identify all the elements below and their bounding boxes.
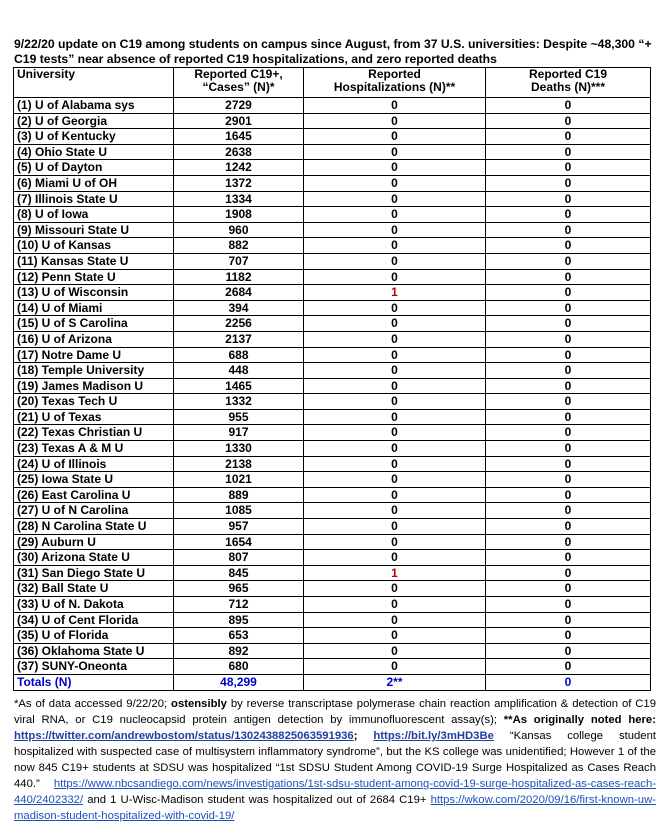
university-name: (13) U of Wisconsin [14,285,174,301]
university-name: (30) Arizona State U [14,550,174,566]
deaths-value: 0 [486,144,651,160]
table-row [14,643,651,659]
university-name: (31) San Diego State U [14,565,174,581]
university-name: (21) U of Texas [14,409,174,425]
hospitalizations-value: 1 [304,565,486,581]
hospitalizations-value: 0 [304,628,486,644]
hospitalizations-value: 0 [304,394,486,410]
hospitalizations-value: 0 [304,347,486,363]
table-row [14,129,651,145]
deaths-value: 0 [486,565,651,581]
university-name: (26) East Carolina U [14,487,174,503]
cases-value: 680 [174,659,304,675]
deaths-value: 0 [486,550,651,566]
cases-value: 957 [174,519,304,535]
deaths-value: 0 [486,441,651,457]
deaths-value: 0 [486,503,651,519]
table-row [14,409,651,425]
table-row [14,425,651,441]
hospitalizations-value: 0 [304,472,486,488]
cases-value: 1645 [174,129,304,145]
hospitalizations-value: 0 [304,456,486,472]
university-name: (32) Ball State U [14,581,174,597]
hospitalizations-value: 0 [304,550,486,566]
cases-value: 1372 [174,175,304,191]
hospitalizations-value: 0 [304,659,486,675]
table-row [14,238,651,254]
table-row [14,191,651,207]
table-row [14,175,651,191]
university-name: (23) Texas A & M U [14,441,174,457]
table-row [14,207,651,223]
hospitalizations-value: 0 [304,519,486,535]
hospitalizations-value: 0 [304,253,486,269]
cases-value: 1242 [174,160,304,176]
cases-value: 2684 [174,285,304,301]
totals-deaths: 0 [486,674,651,690]
university-name: (6) Miami U of OH [14,175,174,191]
university-name: (15) U of S Carolina [14,316,174,332]
universities-table [13,67,651,691]
hospitalizations-value: 0 [304,300,486,316]
table-row [14,659,651,675]
cases-value: 2638 [174,144,304,160]
university-name: (10) U of Kansas [14,238,174,254]
table-row [14,285,651,301]
cases-value: 892 [174,643,304,659]
table-row [14,222,651,238]
totals-label: Totals (N) [14,674,174,690]
table-row [14,456,651,472]
cases-value: 1334 [174,191,304,207]
hospitalizations-value: 0 [304,207,486,223]
table-row [14,300,651,316]
header-university: University [14,68,174,98]
deaths-value: 0 [486,300,651,316]
table-row [14,144,651,160]
deaths-value: 0 [486,285,651,301]
cases-value: 917 [174,425,304,441]
deaths-value: 0 [486,659,651,675]
hospitalizations-value: 0 [304,487,486,503]
footnote-2-lead: **As originally noted here: [503,714,656,726]
deaths-value: 0 [486,534,651,550]
header-deaths: Reported C19 Deaths (N)*** [486,68,651,98]
footnote-2-text: “Kansas college student hospitalized with suspected case of multisystem inflammatory syndrome”, but the KS college was unidentified; However 1 of the now 845 C19+ students at SDSU was hospitalized “1st SDSU Student Among COVID-19 Surge Hospitalized as Cases Reach 440.” [14,730,656,790]
footnote-1-rest: by reverse transcriptase polymerase chain reaction amplification & detection of C19 viral RNA, or C19 nucleocapsid protein antigen detection by immunofluorescent assay(s); [14,698,656,726]
hospitalizations-value: 0 [304,269,486,285]
table-row [14,269,651,285]
hospitalizations-value: 0 [304,503,486,519]
hospitalizations-value: 0 [304,238,486,254]
cases-value: 807 [174,550,304,566]
deaths-value: 0 [486,175,651,191]
cases-value: 688 [174,347,304,363]
university-name: (16) U of Arizona [14,331,174,347]
deaths-value: 0 [486,269,651,285]
deaths-value: 0 [486,409,651,425]
university-name: (8) U of Iowa [14,207,174,223]
table-row [14,394,651,410]
university-name: (4) Ohio State U [14,144,174,160]
deaths-value: 0 [486,487,651,503]
university-name: (12) Penn State U [14,269,174,285]
deaths-value: 0 [486,472,651,488]
table-row [14,581,651,597]
table-row [14,378,651,394]
university-name: (37) SUNY-Oneonta [14,659,174,675]
deaths-value: 0 [486,581,651,597]
hospitalizations-value: 0 [304,643,486,659]
university-name: (5) U of Dayton [14,160,174,176]
table-row [14,565,651,581]
table-row [14,487,651,503]
hospitalizations-value: 0 [304,597,486,613]
university-name: (24) U of Illinois [14,456,174,472]
deaths-value: 0 [486,347,651,363]
deaths-value: 0 [486,628,651,644]
table-row [14,612,651,628]
table-row [14,472,651,488]
footnote-2-text-cont: and 1 U-Wisc-Madison student was hospitalized out of 2684 C19+ [83,794,431,806]
cases-value: 2138 [174,456,304,472]
university-name: (35) U of Florida [14,628,174,644]
cases-value: 1332 [174,394,304,410]
hospitalizations-value: 0 [304,581,486,597]
deaths-value: 0 [486,394,651,410]
table-row [14,441,651,457]
cases-value: 394 [174,300,304,316]
hospitalizations-value: 0 [304,113,486,129]
university-name: (19) James Madison U [14,378,174,394]
university-name: (9) Missouri State U [14,222,174,238]
deaths-value: 0 [486,222,651,238]
deaths-value: 0 [486,238,651,254]
table-row [14,98,651,114]
hospitalizations-value: 0 [304,534,486,550]
university-name: (27) U of N Carolina [14,503,174,519]
totals-cases: 48,299 [174,674,304,690]
cases-value: 1465 [174,378,304,394]
footnote-1-emphasis: ostensibly [171,698,227,710]
totals-hospitalizations: 2** [304,674,486,690]
university-name: (2) U of Georgia [14,113,174,129]
university-name: (17) Notre Dame U [14,347,174,363]
deaths-value: 0 [486,612,651,628]
deaths-value: 0 [486,643,651,659]
table-row [14,534,651,550]
deaths-value: 0 [486,191,651,207]
hospitalizations-value: 0 [304,144,486,160]
hospitalizations-value: 0 [304,441,486,457]
deaths-value: 0 [486,363,651,379]
totals-row [14,674,651,690]
hospitalizations-value: 0 [304,98,486,114]
cases-value: 1654 [174,534,304,550]
deaths-value: 0 [486,160,651,176]
table-row [14,519,651,535]
deaths-value: 0 [486,129,651,145]
cases-value: 882 [174,238,304,254]
wkow-link[interactable]: https://wkow.com/2020/09/16/first-known-uw-madison-student-hospitalized-with-covid-19/ [14,794,656,822]
table-row [14,347,651,363]
deaths-value: 0 [486,113,651,129]
university-name: (14) U of Miami [14,300,174,316]
header-hospitalizations: Reported Hospitalizations (N)** [304,68,486,98]
nbcsandiego-link[interactable]: https://www.nbcsandiego.com/news/investigations/1st-sdsu-student-among-covid-19-surge-hospitalized-as-cases-reach-440/2402332/ [14,778,656,806]
bitly-link[interactable]: https://bit.ly/3mHD3Be [373,730,494,742]
cases-value: 448 [174,363,304,379]
deaths-value: 0 [486,597,651,613]
cases-value: 1908 [174,207,304,223]
hospitalizations-value: 0 [304,160,486,176]
table-row [14,628,651,644]
cases-value: 707 [174,253,304,269]
university-name: (11) Kansas State U [14,253,174,269]
hospitalizations-value: 0 [304,425,486,441]
university-name: (20) Texas Tech U [14,394,174,410]
hospitalizations-value: 0 [304,175,486,191]
university-name: (36) Oklahoma State U [14,643,174,659]
university-name: (34) U of Cent Florida [14,612,174,628]
university-name: (3) U of Kentucky [14,129,174,145]
deaths-value: 0 [486,207,651,223]
deaths-value: 0 [486,519,651,535]
university-name: (18) Temple University [14,363,174,379]
table-row [14,597,651,613]
hospitalizations-value: 0 [304,331,486,347]
table-row [14,316,651,332]
table-row [14,253,651,269]
deaths-value: 0 [486,456,651,472]
cases-value: 960 [174,222,304,238]
university-name: (25) Iowa State U [14,472,174,488]
table-row [14,160,651,176]
hospitalizations-value: 1 [304,285,486,301]
hospitalizations-value: 0 [304,129,486,145]
table-row [14,550,651,566]
table-header-row [14,68,651,98]
cases-value: 2901 [174,113,304,129]
hospitalizations-value: 0 [304,191,486,207]
university-name: (22) Texas Christian U [14,425,174,441]
cases-value: 2137 [174,331,304,347]
hospitalizations-value: 0 [304,409,486,425]
table-row [14,331,651,347]
university-name: (28) N Carolina State U [14,519,174,535]
hospitalizations-value: 0 [304,316,486,332]
cases-value: 1021 [174,472,304,488]
header-cases: Reported C19+, “Cases” (N)* [174,68,304,98]
twitter-link[interactable]: https://twitter.com/andrewbostom/status/1302438825063591936 [14,730,354,742]
hospitalizations-value: 0 [304,612,486,628]
cases-value: 889 [174,487,304,503]
university-name: (1) U of Alabama sys [14,98,174,114]
table-row [14,113,651,129]
footnotes [14,696,656,824]
deaths-value: 0 [486,98,651,114]
table-row [14,503,651,519]
deaths-value: 0 [486,331,651,347]
cases-value: 1182 [174,269,304,285]
cases-value: 965 [174,581,304,597]
deaths-value: 0 [486,378,651,394]
deaths-value: 0 [486,316,651,332]
university-name: (29) Auburn U [14,534,174,550]
cases-value: 1085 [174,503,304,519]
cases-value: 653 [174,628,304,644]
footnote-separator: ; [353,730,374,742]
cases-value: 712 [174,597,304,613]
cases-value: 895 [174,612,304,628]
cases-value: 955 [174,409,304,425]
hospitalizations-value: 0 [304,378,486,394]
cases-value: 845 [174,565,304,581]
cases-value: 2256 [174,316,304,332]
hospitalizations-value: 0 [304,363,486,379]
cases-value: 2729 [174,98,304,114]
footnote-1: *As of data accessed 9/22/20; [14,698,172,710]
table-row [14,363,651,379]
cases-value: 1330 [174,441,304,457]
university-name: (7) Illinois State U [14,191,174,207]
hospitalizations-value: 0 [304,222,486,238]
deaths-value: 0 [486,425,651,441]
university-name: (33) U of N. Dakota [14,597,174,613]
deaths-value: 0 [486,253,651,269]
document-title: 9/22/20 update on C19 among students on campus since August, from 37 U.S. universities: Despite ~48,300 “+ C19 tests” near absence of reported C19 hospitalizations, and zero reported deaths [14,37,652,66]
